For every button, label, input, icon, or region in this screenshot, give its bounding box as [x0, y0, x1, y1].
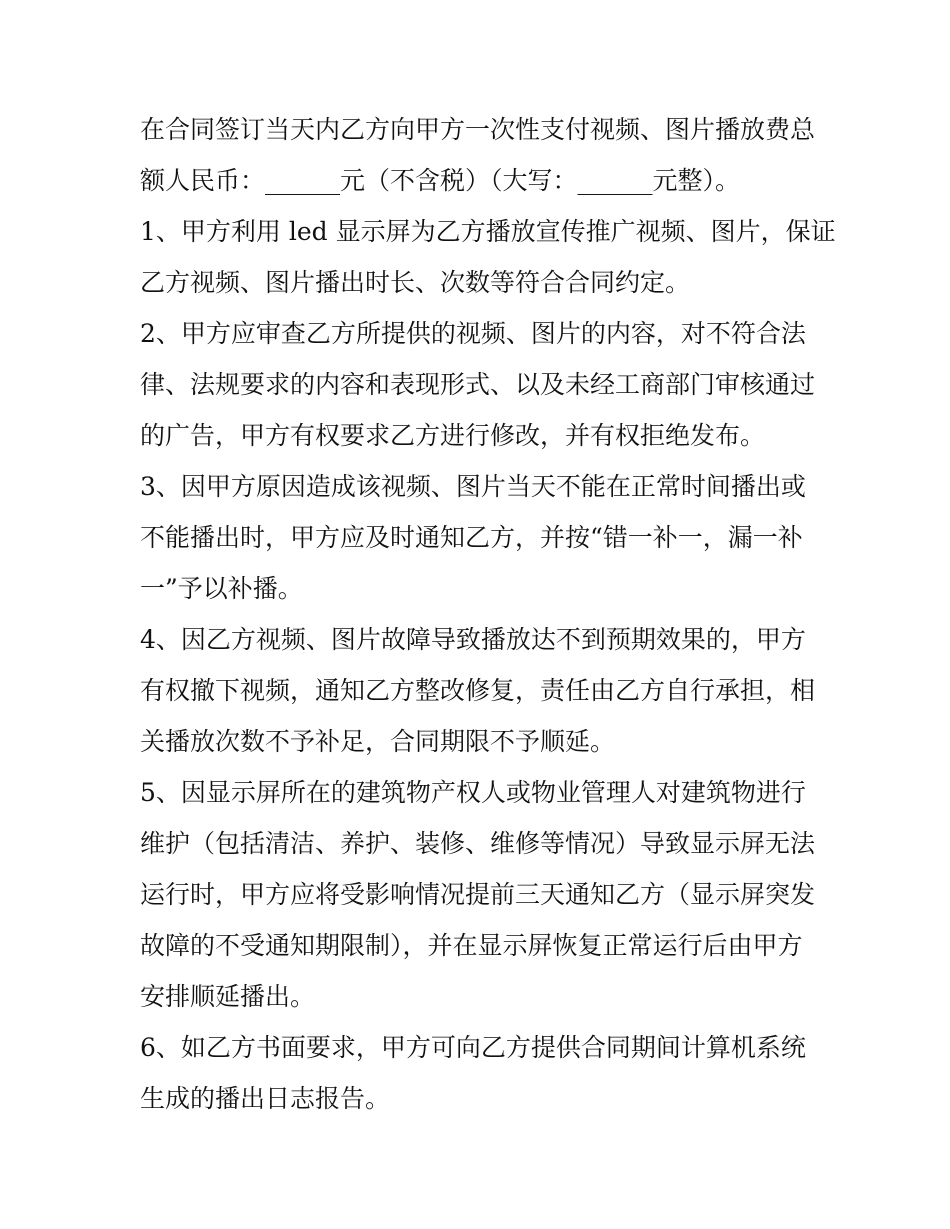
text-line-payment-intro: 在合同签订当天内乙方向甲方一次性支付视频、图片播放费总: [140, 115, 816, 144]
text-line-clause-4-cont-1: 有权撤下视频，通知乙方整改修复，责任由乙方自行承担，相: [140, 676, 816, 705]
text-line-clause-3: 3、因甲方原因造成该视频、图片当天不能在正常时间播出或: [140, 472, 806, 501]
text-line-clause-2: 2、甲方应审查乙方所提供的视频、图片的内容，对不符合法: [140, 319, 806, 348]
text-line-clause-1-cont: 乙方视频、图片播出时长、次数等符合合同约定。: [140, 268, 691, 297]
text-line-clause-5-cont-4: 安排顺延播出。: [140, 982, 316, 1011]
text-line-clause-6-cont: 生成的播出日志报告。: [140, 1084, 391, 1113]
text-line-clause-4-cont-2: 关播放次数不予补足，合同期限不予顺延。: [140, 727, 616, 756]
text-line-clause-2-cont-1: 律、法规要求的内容和表现形式、以及未经工商部门审核通过: [140, 370, 816, 399]
text-line-clause-6: 6、如乙方书面要求，甲方可向乙方提供合同期间计算机系统: [140, 1033, 806, 1062]
text-line-clause-5-cont-3: 故障的不受通知期限制），并在显示屏恢复正常运行后由甲方: [140, 931, 803, 960]
text-line-clause-3-cont-1: 不能播出时，甲方应及时通知乙方，并按“错一补一，漏一补: [140, 523, 803, 552]
text-line-clause-5: 5、因显示屏所在的建筑物产权人或物业管理人对建筑物进行: [140, 778, 806, 807]
contract-text-body: [140, 104, 836, 1124]
text-line-clause-5-cont-2: 运行时，甲方应将受影响情况提前三天通知乙方（显示屏突发: [140, 880, 816, 909]
text-line-clause-1: 1、甲方利用 led 显示屏为乙方播放宣传推广视频、图片，保证: [140, 217, 836, 246]
text-line-clause-4: 4、因乙方视频、图片故障导致播放达不到预期效果的，甲方: [140, 625, 806, 654]
text-line-payment-amount: 额人民币：______元（不含税）（大写：______元整）。: [140, 166, 741, 195]
text-line-clause-5-cont-1: 维护（包括清洁、养护、装修、维修等情况）导致显示屏无法: [140, 829, 816, 858]
text-line-clause-2-cont-2: 的广告，甲方有权要求乙方进行修改，并有权拒绝发布。: [140, 421, 766, 450]
text-line-clause-3-cont-2: 一”予以补播。: [140, 574, 303, 603]
